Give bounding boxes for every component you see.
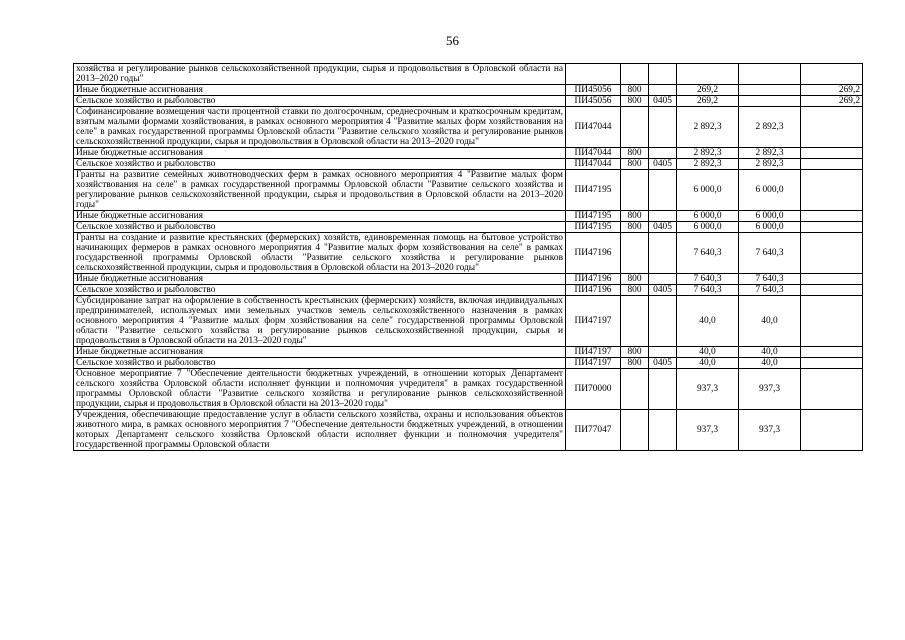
target-code-cell: ПИ77047 xyxy=(566,410,621,451)
target-code-cell: ПИ47197 xyxy=(566,358,621,369)
expense-type-cell: 800 xyxy=(621,85,649,96)
amount-federal-cell xyxy=(801,170,863,211)
amount-federal-cell xyxy=(801,222,863,233)
expense-type-cell xyxy=(621,410,649,451)
section-cell xyxy=(649,296,677,347)
amount-total-cell: 937,3 xyxy=(677,369,739,410)
amount-federal-cell: 269,2 xyxy=(801,96,863,107)
target-code-cell: ПИ47044 xyxy=(566,107,621,148)
target-code-cell: ПИ45056 xyxy=(566,85,621,96)
amount-total-cell: 937,3 xyxy=(677,410,739,451)
expense-type-cell: 800 xyxy=(621,358,649,369)
amount-total-cell: 7 640,3 xyxy=(677,274,739,285)
section-cell xyxy=(649,347,677,358)
target-code-cell: ПИ47044 xyxy=(566,148,621,159)
amount-total-cell: 2 892,3 xyxy=(677,107,739,148)
target-code-cell: ПИ47197 xyxy=(566,347,621,358)
section-cell xyxy=(649,107,677,148)
table-row xyxy=(74,107,863,148)
section-cell: 0405 xyxy=(649,285,677,296)
amount-regional-cell: 7 640,3 xyxy=(739,274,801,285)
amount-total-cell: 7 640,3 xyxy=(677,285,739,296)
table-row xyxy=(74,285,863,296)
section-cell xyxy=(649,64,677,85)
row-name-cell: Иные бюджетные ассигнования xyxy=(74,148,566,159)
section-cell xyxy=(649,233,677,274)
target-code-cell: ПИ47195 xyxy=(566,170,621,211)
table-row xyxy=(74,211,863,222)
expense-type-cell: 800 xyxy=(621,285,649,296)
section-cell xyxy=(649,85,677,96)
expense-type-cell: 800 xyxy=(621,274,649,285)
row-name-cell: Гранты на создание и развитие крестьянских (фермерских) хозяйств, единовременная помощь на бытовое устройство начинающих фермеров в рамках основного мероприятия 4 "Развитие малых форм хозяйствования на селе" в рамках государственной программы Орловской области "Развитие сельского хозяйства и регулирование рынков сельскохозяйственной продукции, сырья и продовольствия в Орловской области на 2013–2020 годы" xyxy=(74,233,566,274)
section-cell: 0405 xyxy=(649,358,677,369)
section-cell: 0405 xyxy=(649,222,677,233)
amount-regional-cell: 937,3 xyxy=(739,369,801,410)
row-name-cell: Сельское хозяйство и рыболовство xyxy=(74,285,566,296)
table-row xyxy=(74,410,863,451)
row-name-cell: Сельское хозяйство и рыболовство xyxy=(74,159,566,170)
expense-type-cell xyxy=(621,233,649,274)
table-row xyxy=(74,170,863,211)
amount-regional-cell xyxy=(739,96,801,107)
amount-regional-cell: 2 892,3 xyxy=(739,148,801,159)
target-code-cell: ПИ47196 xyxy=(566,274,621,285)
amount-federal-cell xyxy=(801,296,863,347)
expense-type-cell: 800 xyxy=(621,96,649,107)
amount-total-cell: 40,0 xyxy=(677,347,739,358)
amount-total-cell: 40,0 xyxy=(677,358,739,369)
table-row xyxy=(74,148,863,159)
amount-total-cell: 40,0 xyxy=(677,296,739,347)
amount-federal-cell xyxy=(801,64,863,85)
table-row xyxy=(74,347,863,358)
table-row xyxy=(74,159,863,170)
table-row xyxy=(74,296,863,347)
amount-total-cell: 6 000,0 xyxy=(677,222,739,233)
amount-total-cell: 6 000,0 xyxy=(677,170,739,211)
amount-federal-cell: 269,2 xyxy=(801,85,863,96)
amount-regional-cell xyxy=(739,85,801,96)
target-code-cell: ПИ47196 xyxy=(566,233,621,274)
amount-regional-cell xyxy=(739,64,801,85)
amount-federal-cell xyxy=(801,211,863,222)
target-code-cell: ПИ47195 xyxy=(566,222,621,233)
row-name-cell: Софинансирование возмещения части процентной ставки по долгосрочным, среднесрочным и краткосрочным кредитам, взятым малыми формами хозяйствования, в рамках основного мероприятия 4 "Развитие малых форм хозяйствования на селе" в рамках государственной программы Орловской области "Развитие сельского хозяйства и регулирование рынков сельскохозяйственной продукции, сырья и продовольствия в Орловской области на 2013–2020 годы" xyxy=(74,107,566,148)
amount-total-cell: 6 000,0 xyxy=(677,211,739,222)
amount-regional-cell: 40,0 xyxy=(739,296,801,347)
table-row xyxy=(74,233,863,274)
amount-federal-cell xyxy=(801,159,863,170)
amount-federal-cell xyxy=(801,274,863,285)
row-name-cell: Сельское хозяйство и рыболовство xyxy=(74,358,566,369)
amount-regional-cell: 2 892,3 xyxy=(739,107,801,148)
amount-federal-cell xyxy=(801,358,863,369)
expense-type-cell xyxy=(621,170,649,211)
amount-total-cell: 2 892,3 xyxy=(677,159,739,170)
target-code-cell xyxy=(566,64,621,85)
amount-federal-cell xyxy=(801,233,863,274)
table-row xyxy=(74,274,863,285)
amount-federal-cell xyxy=(801,369,863,410)
expense-type-cell: 800 xyxy=(621,211,649,222)
row-name-cell: Иные бюджетные ассигнования xyxy=(74,211,566,222)
amount-regional-cell: 7 640,3 xyxy=(739,285,801,296)
target-code-cell: ПИ47196 xyxy=(566,285,621,296)
section-cell xyxy=(649,410,677,451)
expense-type-cell xyxy=(621,369,649,410)
amount-total-cell: 2 892,3 xyxy=(677,148,739,159)
section-cell: 0405 xyxy=(649,159,677,170)
expense-type-cell: 800 xyxy=(621,148,649,159)
page-number: 56 xyxy=(446,33,459,48)
section-cell xyxy=(649,211,677,222)
section-cell xyxy=(649,148,677,159)
budget-table xyxy=(73,63,863,451)
amount-federal-cell xyxy=(801,107,863,148)
amount-federal-cell xyxy=(801,410,863,451)
section-cell: 0405 xyxy=(649,96,677,107)
amount-total-cell: 7 640,3 xyxy=(677,233,739,274)
row-name-cell: Сельское хозяйство и рыболовство xyxy=(74,222,566,233)
amount-regional-cell: 40,0 xyxy=(739,358,801,369)
expense-type-cell: 800 xyxy=(621,347,649,358)
target-code-cell: ПИ47044 xyxy=(566,159,621,170)
expense-type-cell: 800 xyxy=(621,159,649,170)
row-name-cell: Учреждения, обеспечивающие предоставление услуг в области сельского хозяйства, охраны и использования объектов животного мира, в рамках основного мероприятия 7 "Обеспечение деятельности бюджетных учреждений, в отношении которых Департамент сельского хозяйства Орловской области исполняет функции и полномочия учредителя" государственной программы Орловской области xyxy=(74,410,566,451)
section-cell xyxy=(649,274,677,285)
row-name-cell: Иные бюджетные ассигнования xyxy=(74,85,566,96)
amount-regional-cell: 937,3 xyxy=(739,410,801,451)
amount-total-cell xyxy=(677,64,739,85)
target-code-cell: ПИ70000 xyxy=(566,369,621,410)
expense-type-cell xyxy=(621,64,649,85)
row-name-cell: Сельское хозяйство и рыболовство xyxy=(74,96,566,107)
amount-regional-cell: 6 000,0 xyxy=(739,211,801,222)
amount-regional-cell: 2 892,3 xyxy=(739,159,801,170)
row-name-cell: Иные бюджетные ассигнования xyxy=(74,347,566,358)
row-name-cell: хозяйства и регулирование рынков сельскохозяйственной продукции, сырья и продовольствия в Орловской области на 2013–2020 годы" xyxy=(74,64,566,85)
table-row xyxy=(74,85,863,96)
expense-type-cell: 800 xyxy=(621,222,649,233)
expense-type-cell xyxy=(621,107,649,148)
target-code-cell: ПИ47195 xyxy=(566,211,621,222)
amount-federal-cell xyxy=(801,347,863,358)
table-row xyxy=(74,358,863,369)
row-name-cell: Субсидирование затрат на оформление в собственность крестьянских (фермерских) хозяйств, включая индивидуальных предпринимателей, используемых ими земельных участков земель сельскохозяйственного назначения в рамках основного мероприятия 4 "Развитие малых форм хозяйствования на селе" государственной программы Орловской области "Развитие сельского хозяйства и регулирование рынков сельскохозяйственной продукции, сырья и продовольствия в Орловской области на 2013–2020 годы" xyxy=(74,296,566,347)
table-row xyxy=(74,222,863,233)
amount-regional-cell: 7 640,3 xyxy=(739,233,801,274)
expense-type-cell xyxy=(621,296,649,347)
row-name-cell: Иные бюджетные ассигнования xyxy=(74,274,566,285)
table-row xyxy=(74,96,863,107)
amount-regional-cell: 6 000,0 xyxy=(739,222,801,233)
amount-regional-cell: 40,0 xyxy=(739,347,801,358)
row-name-cell: Гранты на развитие семейных животноводческих ферм в рамках основного мероприятия 4 "Развитие малых форм хозяйствования на селе" в рамках государственной программы Орловской области "Развитие сельского хозяйства и регулирование рынков сельскохозяйственной продукции, сырья и продовольствия в Орловской области на 2013–2020 годы" xyxy=(74,170,566,211)
table-row xyxy=(74,64,863,85)
amount-total-cell: 269,2 xyxy=(677,85,739,96)
amount-federal-cell xyxy=(801,148,863,159)
section-cell xyxy=(649,170,677,211)
target-code-cell: ПИ47197 xyxy=(566,296,621,347)
table-row xyxy=(74,369,863,410)
amount-total-cell: 269,2 xyxy=(677,96,739,107)
section-cell xyxy=(649,369,677,410)
amount-federal-cell xyxy=(801,285,863,296)
target-code-cell: ПИ45056 xyxy=(566,96,621,107)
amount-regional-cell: 6 000,0 xyxy=(739,170,801,211)
row-name-cell: Основное мероприятие 7 "Обеспечение деятельности бюджетных учреждений, в отношении которых Департамент сельского хозяйства Орловской области исполняет функции и полномочия учредителя" в рамках государственной программы Орловской области "Развитие сельского хозяйства и регулирование рынков сельскохозяйственной продукции, сырья и продовольствия в Орловской области на 2013–2020 годы" xyxy=(74,369,566,410)
